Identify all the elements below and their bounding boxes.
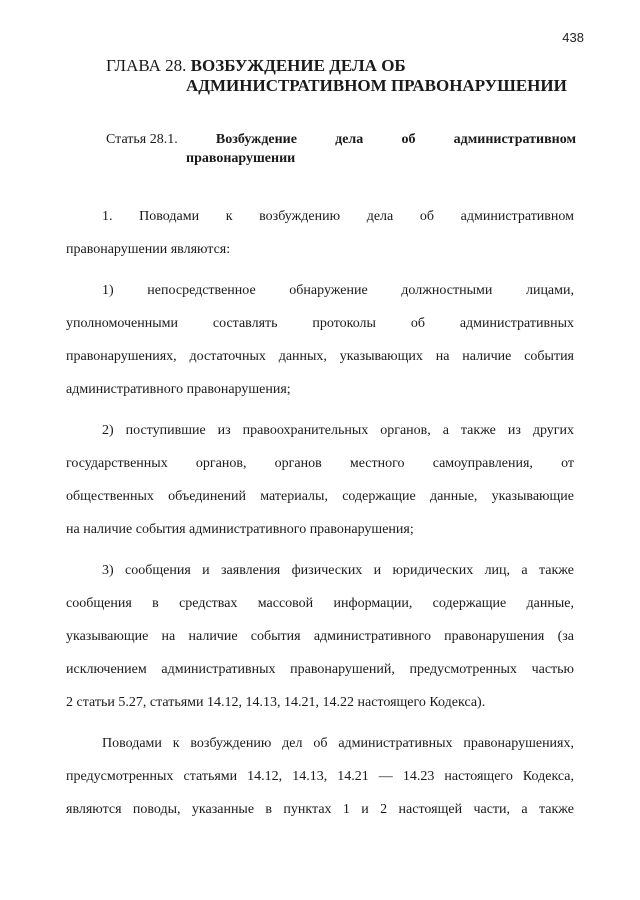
text-line: 3) сообщения и заявления физических и юридических лиц, а также bbox=[102, 563, 574, 578]
text-line: предусмотренных статьями 14.12, 14.13, 14.21 — 14.23 настоящего Кодекса, bbox=[66, 769, 574, 784]
paragraph-item-3 bbox=[66, 554, 574, 719]
text-line: на наличие события административного правонарушения; bbox=[66, 522, 414, 537]
text-line: 1. Поводами к возбуждению дела об административном bbox=[102, 209, 574, 224]
text-line: правонарушениях, достаточных данных, указывающих на наличие события bbox=[66, 349, 574, 364]
article-heading bbox=[106, 130, 576, 168]
article-title-word: дела bbox=[335, 132, 364, 147]
paragraph-part-1-note bbox=[66, 727, 574, 826]
chapter-label: ГЛАВА 28. bbox=[106, 56, 187, 75]
text-line: правонарушении являются: bbox=[66, 242, 231, 257]
article-title-word: административном bbox=[453, 132, 576, 147]
paragraph-item-1 bbox=[66, 274, 574, 406]
text-line: 2 статьи 5.27, статьями 14.12, 14.13, 14.21, 14.22 настоящего Кодекса). bbox=[66, 695, 486, 710]
text-line: исключением административных правонарушений, предусмотренных частью bbox=[66, 662, 574, 677]
article-title-word: Возбуждение bbox=[215, 132, 297, 147]
text-line: 1) непосредственное обнаружение должностными лицами, bbox=[102, 283, 574, 298]
article-heading-row bbox=[106, 130, 576, 149]
paragraph-part-1 bbox=[66, 200, 574, 266]
text-line: сообщения в средствах массовой информации, содержащие данные, bbox=[66, 596, 574, 611]
paragraph-item-2 bbox=[66, 414, 574, 546]
chapter-title-line2: АДМИНИСТРАТИВНОМ ПРАВОНАРУШЕНИИ bbox=[186, 76, 567, 95]
text-line: Поводами к возбуждению дел об административных правонарушениях, bbox=[102, 736, 574, 751]
text-line: государственных органов, органов местного самоуправления, от bbox=[66, 456, 574, 471]
chapter-heading bbox=[106, 56, 586, 96]
article-title-word: об bbox=[401, 132, 416, 147]
text-line: уполномоченными составлять протоколы об административных bbox=[66, 316, 574, 331]
text-line: 2) поступившие из правоохранительных органов, а также из других bbox=[102, 423, 574, 438]
text-line: являются поводы, указанные в пунктах 1 и 2 настоящей части, а также bbox=[66, 802, 574, 817]
text-line: административного правонарушения; bbox=[66, 382, 291, 397]
article-title-line2: правонарушении bbox=[186, 151, 296, 166]
chapter-title-line1: ВОЗБУЖДЕНИЕ ДЕЛА ОБ bbox=[190, 56, 406, 75]
article-body bbox=[66, 200, 574, 826]
text-line: общественных объединений материалы, содержащие данные, указывающие bbox=[66, 489, 574, 504]
text-line: указывающие на наличие события административного правонарушения (за bbox=[66, 629, 574, 644]
article-label: Статья 28.1. bbox=[106, 132, 178, 147]
page-number: 438 bbox=[562, 30, 584, 45]
